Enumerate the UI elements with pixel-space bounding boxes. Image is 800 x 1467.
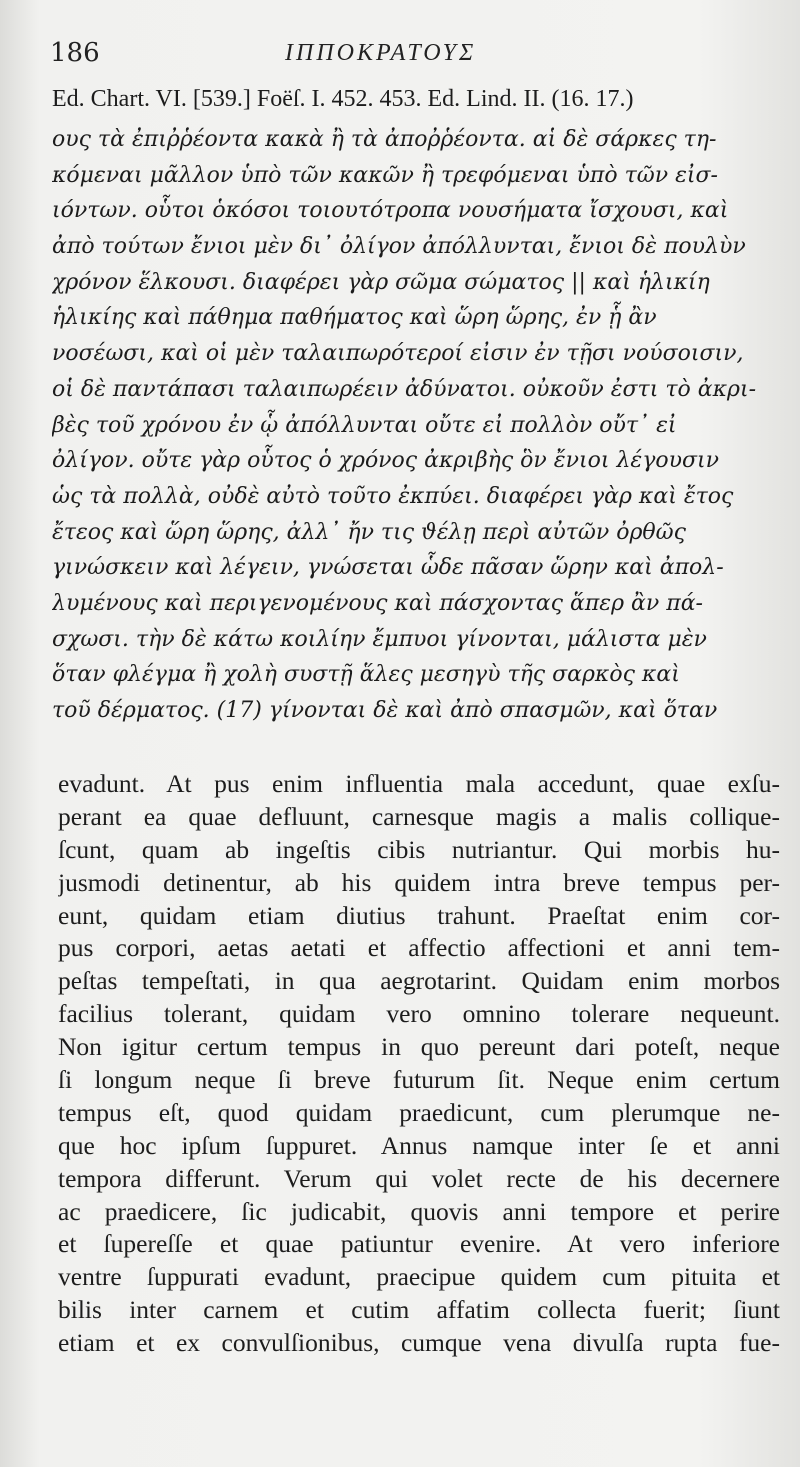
- greek-line: λυμένους καὶ περιγενομένους καὶ πάσχοντας ἅπερ ἂν πά-: [52, 590, 703, 616]
- greek-line: ους τὰ ἐπιῤῥέοντα κακὰ ἢ τὰ ἀποῤῥέοντα. αἱ δὲ σάρκες τη-: [52, 127, 717, 152]
- greek-line: οἱ δὲ παντάπασι ταλαιπωρέειν ἀδύνατοι. οὐκοῦν ἐστι τὸ ἀκρι-: [52, 376, 757, 402]
- page-header: [50, 34, 770, 74]
- latin-line: perant ea quae defluunt, carnesque magis a malis collique-: [58, 801, 780, 831]
- latin-line: bilis inter carnem et cutim affatim collecta fuerit; ſiunt: [58, 1295, 780, 1325]
- greek-line: χρόνον ἕλκουσι. διαφέρει γὰρ σῶμα σώματος || καὶ ἡλικίη: [52, 269, 710, 295]
- greek-line: ὀλίγον. οὔτε γὰρ οὗτος ὁ χρόνος ἀκριβὴς ὃν ἔνιοι λέγουσιν: [52, 448, 719, 474]
- latin-line: tempora differunt. Verum qui volet recte de his decernere: [58, 1163, 780, 1193]
- latin-line: jusmodi detinentur, ab his quidem intra breve tempus per-: [58, 867, 780, 897]
- latin-line: ſcunt, quam ab ingeſtis cibis nutriantur. Qui morbis hu-: [58, 834, 780, 864]
- greek-line: ιόντων. οὗτοι ὁκόσοι τοιουτότροπα νουσήματα ἴσχουσι, καὶ: [52, 198, 729, 224]
- running-title: ΙΠΠΟΚΡΑΤΟΥΣ: [285, 40, 477, 66]
- latin-text-block: [58, 768, 780, 1360]
- latin-line: que hoc ipſum ſuppuret. Annus namque inter ſe et anni: [58, 1130, 780, 1160]
- greek-line: ὡς τὰ πολλὰ, οὐδὲ αὐτὸ τοῦτο ἐκπύει. διαφέρει γὰρ καὶ ἔτος: [52, 483, 734, 509]
- edition-reference-line: Ed. Chart. VI. [539.] Foëſ. I. 452. 453. Ed. Lind. II. (16. 17.): [52, 86, 634, 112]
- latin-line: ac praedicere, ſic judicabit, quovis anni tempore et perire: [58, 1196, 780, 1226]
- greek-line: σχωσι. τὴν δὲ κάτω κοιλίην ἔμπυοι γίνονται, μάλιστα μὲν: [52, 626, 707, 652]
- greek-line: ἔτεος καὶ ὥρη ὥρης, ἀλλ᾽ ἤν τις ϑέλῃ περὶ αὐτῶν ὀρθῶς: [52, 519, 686, 545]
- greek-line: ἀπὸ τούτων ἔνιοι μὲν δι᾽ ὀλίγον ἀπόλλυνται, ἔνιοι δὲ πουλὺν: [52, 234, 746, 260]
- latin-line: et ſupereſſe et quae patiuntur evenire. At vero inferiore: [58, 1229, 780, 1259]
- latin-line: tempus eſt, quod quidam praedicunt, cum plerumque ne-: [58, 1097, 780, 1127]
- latin-line: ſi longum neque ſi breve futurum ſit. Neque enim certum: [58, 1065, 780, 1095]
- latin-line: eunt, quidam etiam diutius trahunt. Praeſtat enim cor-: [58, 900, 780, 930]
- greek-line: νοσέωσι, καὶ οἱ μὲν ταλαιπωρότεροί εἰσιν ἐν τῇσι νούσοισιν,: [52, 341, 744, 367]
- latin-line: pus corpori, aetas aetati et affectio affectioni et anni tem-: [58, 933, 780, 963]
- latin-line: evadunt. At pus enim influentia mala accedunt, quae exſu-: [58, 769, 780, 798]
- greek-line: γινώσκειν καὶ λέγειν, γνώσεται ὧδε πᾶσαν ὥρην καὶ ἀπολ-: [52, 555, 724, 581]
- greek-line: κόμεναι μᾶλλον ὑπὸ τῶν κακῶν ἢ τρεφόμεναι ὑπὸ τῶν εἰσ-: [52, 162, 718, 188]
- greek-line: ὅταν φλέγμα ἢ χολὴ συστῇ ἅλες μεσηγὺ τῆς σαρκὸς καὶ: [52, 662, 680, 688]
- page-number: 186: [50, 38, 100, 68]
- greek-line: τοῦ δέρματος. (17) γίνονται δὲ καὶ ἀπὸ σπασμῶν, καὶ ὅταν: [52, 698, 718, 723]
- greek-line: βὲς τοῦ χρόνου ἐν ᾧ ἀπόλλυνται οὔτε εἰ πολλὸν οὔτ᾽ εἰ: [52, 412, 677, 438]
- latin-line: peſtas tempeſtati, in qua aegrotarint. Quidam enim morbos: [58, 966, 780, 996]
- greek-line: ἡλικίης καὶ πάθημα παθήματος καὶ ὥρη ὥρης, ἐν ᾗ ἂν: [52, 305, 657, 331]
- latin-line: Non igitur certum tempus in quo pereunt dari poteſt, neque: [58, 1032, 780, 1062]
- latin-line: facilius tolerant, quidam vero omnino tolerare nequeunt.: [58, 999, 780, 1029]
- latin-line: ventre ſuppurati evadunt, praecipue quidem cum pituita et: [58, 1262, 780, 1292]
- greek-text-block: [52, 122, 782, 729]
- latin-line: etiam et ex convulſionibus, cumque vena divulſa rupta fue-: [58, 1328, 780, 1358]
